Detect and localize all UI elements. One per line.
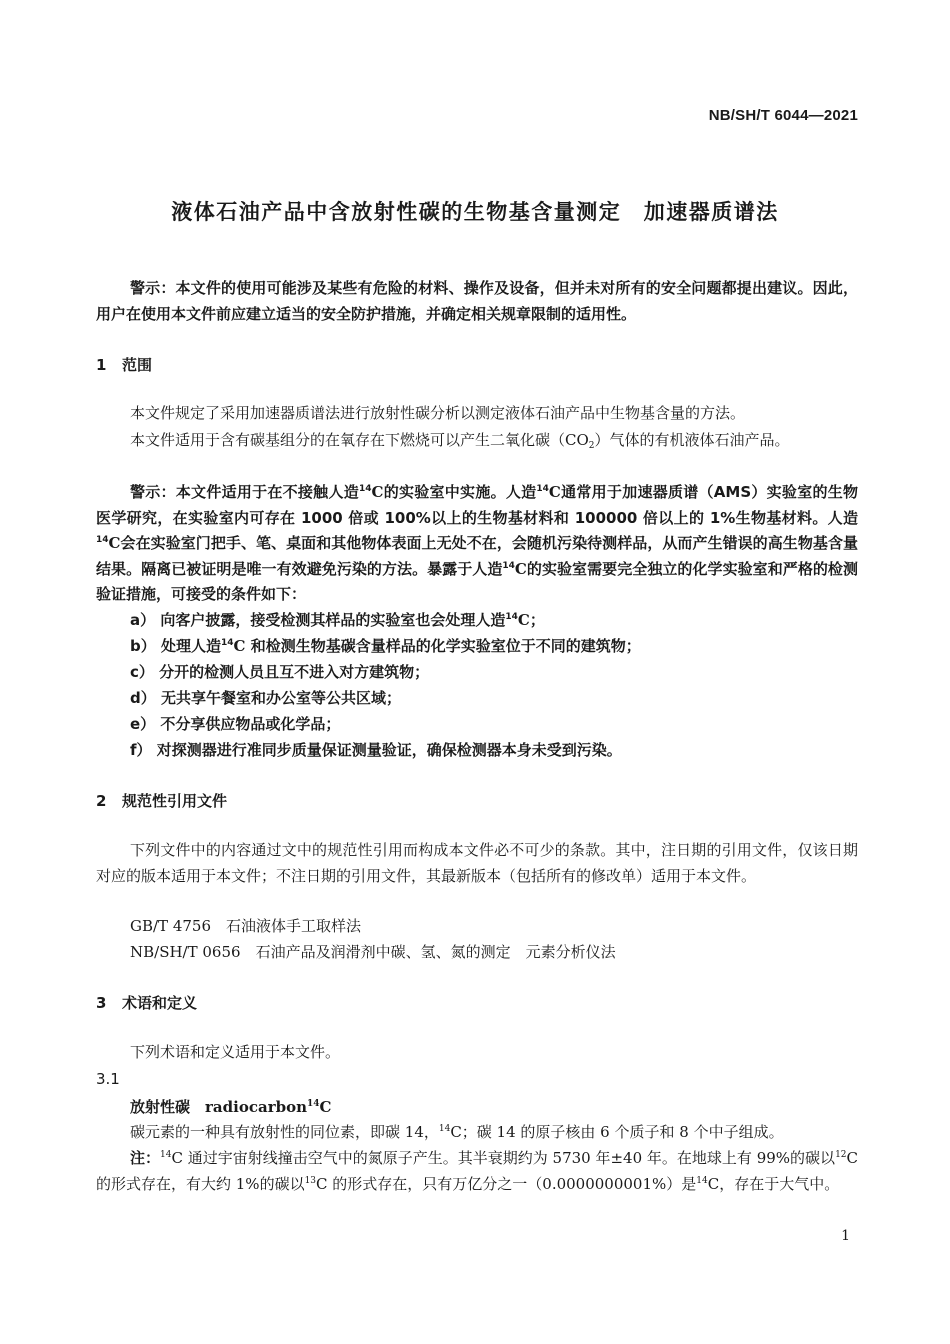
- c14-symbol: C: [233, 637, 246, 655]
- note-text-a: C 通过宇宙射线撞击空气中的氮原子产生。其半衰期约为 5730 年±40 年。在地球上有 99%的碳以: [171, 1149, 836, 1167]
- c14-superscript: 14: [221, 638, 234, 648]
- list-item-text: 对探测器进行准同步质量保证测量验证，确保检测器本身未受到污染。: [156, 741, 622, 759]
- terms-intro-paragraph: 下列术语和定义适用于本文件。: [130, 1043, 341, 1061]
- list-item-text: 不分享供应物品或化学品；: [160, 715, 341, 733]
- section-heading-3: [96, 992, 197, 1013]
- warning-c14-paragraph: [96, 480, 858, 608]
- c12-superscript: 12: [835, 1150, 847, 1160]
- list-marker: b）: [130, 637, 156, 655]
- reference-title: 石油产品及润滑剂中碳、氢、氮的测定 元素分析仪法: [255, 943, 616, 961]
- note-text-b: C 的形式存在，有大约 1%的碳以: [96, 1149, 858, 1193]
- reference-item: [130, 939, 616, 965]
- reference-code: NB/SH/T 0656: [130, 943, 241, 961]
- scope-p2-text-b: ）气体的有机液体石油产品。: [594, 431, 790, 449]
- c14-superscript: 14: [505, 612, 518, 622]
- list-marker: f）: [130, 741, 152, 759]
- section-number: 1: [96, 356, 107, 374]
- c14-superscript: 14: [696, 1175, 708, 1186]
- c14-symbol: C: [108, 534, 121, 552]
- term-number: 3.1: [96, 1070, 120, 1088]
- list-item: [130, 659, 860, 685]
- list-item: [130, 607, 860, 633]
- scope-paragraph-1: 本文件规定了采用加速器质谱法进行放射性碳分析以测定液体石油产品中生物基含量的方法。: [130, 404, 746, 422]
- list-marker: d）: [130, 689, 156, 707]
- c14-symbol: C: [548, 483, 561, 501]
- list-item: [130, 685, 860, 711]
- note-text-c: C 的形式存在，只有万亿分之一（0.0000000001%）是: [316, 1174, 697, 1193]
- c14-superscript: 14: [96, 535, 109, 545]
- warning2-s1: 警示：本文件适用于在不接触人造: [130, 483, 359, 501]
- section-number: 3: [96, 994, 107, 1012]
- list-item: [130, 737, 860, 763]
- c14-superscript: 14: [502, 560, 515, 571]
- reference-title: 石油液体手工取样法: [226, 917, 362, 935]
- warning-text: 本文件的使用可能涉及某些有危险的材料、操作及设备，但并未对所有的安全问题都提出建议。因此，用户在使用本文件前应建立适当的安全防护措施，并确定相关规章限制的适用性。: [96, 279, 858, 323]
- list-marker: a）: [130, 611, 156, 629]
- warning-paragraph: [96, 276, 858, 327]
- list-item: [130, 633, 860, 659]
- list-marker: c）: [130, 663, 154, 681]
- reference-code: GB/T 4756: [130, 917, 212, 935]
- warning-label: 警示：: [130, 279, 176, 297]
- c14-symbol: C: [517, 611, 530, 629]
- document-title: 液体石油产品中含放射性碳的生物基含量测定 加速器质谱法: [171, 200, 779, 224]
- conditions-list: [130, 607, 860, 763]
- section-title: 范围: [122, 356, 153, 374]
- reference-item: [130, 913, 361, 939]
- c14-superscript: 14: [160, 1150, 172, 1160]
- c14-superscript: 14: [307, 1099, 320, 1109]
- warning2-s5: 的实验室需要完全独立的化学实验室和严格的检测验证措施，可接受的条件如下：: [96, 559, 858, 603]
- term-name: [130, 1096, 331, 1117]
- c14-superscript: 14: [438, 1124, 451, 1134]
- list-item-text-tail: 和检测生物基碳含量样品的化学实验室位于不同的建筑物；: [250, 637, 641, 655]
- scope-paragraph-2: [96, 428, 858, 454]
- list-item-text: 无共享午餐室和办公室等公共区域；: [160, 689, 401, 707]
- term-chinese: 放射性碳: [130, 1098, 191, 1116]
- c13-superscript: 13: [304, 1175, 317, 1186]
- c14-symbol: C: [514, 559, 527, 578]
- section-heading-2: [96, 790, 227, 811]
- note-label: 注：: [130, 1149, 161, 1167]
- list-marker: e）: [130, 715, 156, 733]
- section-title: 规范性引用文件: [122, 792, 228, 810]
- section-title: 术语和定义: [122, 994, 198, 1012]
- warning2-s3: 通常用于加速器质谱（AMS）实验室的生物医学研究，在实验室内可存在 1000 倍或 100%以上的生物基材料和 100000 倍以上的 1%生物基材料。人造: [96, 483, 858, 527]
- co2-subscript: 2: [588, 441, 595, 451]
- page-number: 1: [841, 1228, 850, 1244]
- scope-p2-text-a: 本文件适用于含有碳基组分的在氧存在下燃烧可以产生二氧化碳（CO: [130, 431, 589, 449]
- list-item-text: 向客户披露，接受检测其样品的实验室也会处理人造: [160, 611, 506, 629]
- definition-text-b: C；碳 14 的原子核由 6 个质子和 8 个中子组成。: [450, 1123, 784, 1141]
- c14-superscript: 14: [536, 484, 549, 494]
- list-item: [130, 711, 860, 737]
- term-english: radiocarbon: [205, 1098, 307, 1116]
- definition-text-a: 碳元素的一种具有放射性的同位素，即碳 14，: [130, 1123, 439, 1141]
- term-definition: [96, 1120, 858, 1146]
- normative-references-paragraph: 下列文件中的内容通过文中的规范性引用而构成本文件必不可少的条款。其中，注日期的引用文件，仅该日期对应的版本适用于本文件；不注日期的引用文件，其最新版本（包括所有的修改单）适用于本文件。: [96, 841, 858, 885]
- warning2-s4: 会在实验室门把手、笔、桌面和其他物体表面上无处不在，会随机污染待测样品，从而产生错误的高生物基含量结果。隔离已被证明是唯一有效避免污染的方法。暴露于人造: [96, 534, 858, 578]
- c14-superscript: 14: [358, 484, 372, 494]
- list-item-text-tail: ；: [529, 611, 545, 629]
- warning2-s2: 的实验室中实施。人造: [383, 483, 537, 501]
- c14-symbol: C: [371, 483, 384, 501]
- list-item-text: 处理人造: [160, 637, 221, 655]
- list-item-text: 分开的检测人员且互不进入对方建筑物；: [159, 663, 430, 681]
- standard-number: NB/SH/T 6044—2021: [708, 107, 858, 124]
- note-text-d: C，存在于大气中。: [707, 1174, 840, 1193]
- section-heading-1: [96, 354, 152, 375]
- term-note: [96, 1146, 858, 1197]
- section-number: 2: [96, 792, 107, 810]
- c14-symbol: C: [319, 1098, 332, 1116]
